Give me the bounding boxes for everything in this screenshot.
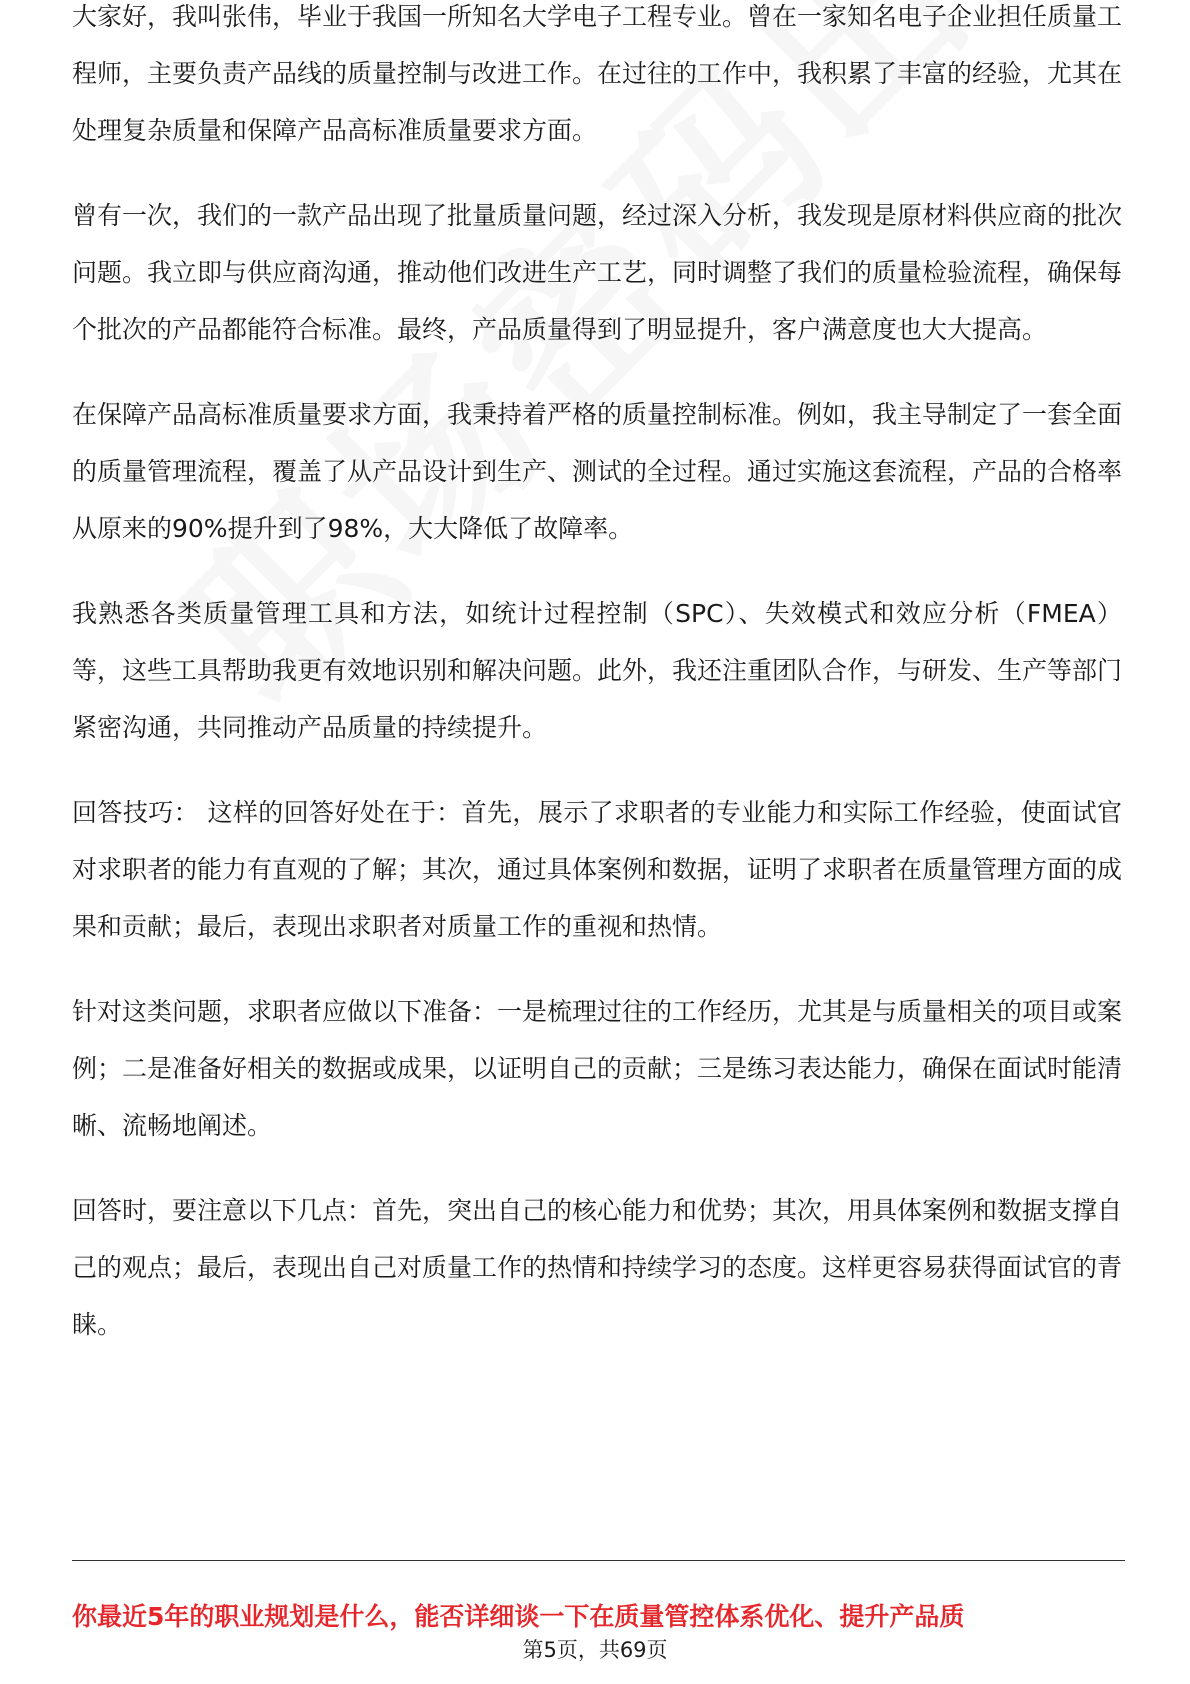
divider	[72, 1560, 1125, 1561]
paragraph-intro: 大家好，我叫张伟，毕业于我国一所知名大学电子工程专业。曾在一家知名电子企业担任质量工程师，主要负责产品线的质量控制与改进工作。在过往的工作中，我积累了丰富的经验，尤其在处理复杂质量和保障产品高标准质量要求方面。	[72, 2, 1123, 145]
next-question-heading: 你最近5年的职业规划是什么，能否详细谈一下在质量管控体系优化、提升产品质	[72, 1602, 965, 1631]
paragraph-standards: 在保障产品高标准质量要求方面，我秉持着严格的质量控制标准。例如，我主导制定了一套全面的质量管理流程，覆盖了从产品设计到生产、测试的全过程。通过实施这套流程，产品的合格率从原来的90%提升到了98%，大大降低了故障率。	[72, 400, 1123, 543]
paragraph-tools: 我熟悉各类质量管理工具和方法，如统计过程控制（SPC）、失效模式和效应分析（FMEA）等，这些工具帮助我更有效地识别和解决问题。此外，我还注重团队合作，与研发、生产等部门紧密沟通，共同推动产品质量的持续提升。	[72, 599, 1123, 742]
paragraph-preparation: 针对这类问题，求职者应做以下准备：一是梳理过往的工作经历，尤其是与质量相关的项目或案例；二是准备好相关的数据或成果，以证明自己的贡献；三是练习表达能力，确保在面试时能清晰、流畅地阐述。	[72, 997, 1123, 1140]
page-number: 第5页，共69页	[522, 1638, 668, 1662]
paragraph-notes: 回答时，要注意以下几点：首先，突出自己的核心能力和优势；其次，用具体案例和数据支撑自己的观点；最后，表现出自己对质量工作的热情和持续学习的态度。这样更容易获得面试官的青睐。	[72, 1196, 1123, 1339]
paragraph-answer-tips: 回答技巧： 这样的回答好处在于：首先，展示了求职者的专业能力和实际工作经验，使面试官对求职者的能力有直观的了解；其次，通过具体案例和数据，证明了求职者在质量管理方面的成果和贡献；最后，表现出求职者对质量工作的重视和热情。	[72, 798, 1123, 941]
document-body	[72, 2, 1123, 1381]
paragraph-case: 曾有一次，我们的一款产品出现了批量质量问题，经过深入分析，我发现是原材料供应商的批次问题。我立即与供应商沟通，推动他们改进生产工艺，同时调整了我们的质量检验流程，确保每个批次的产品都能符合标准。最终，产品质量得到了明显提升，客户满意度也大大提高。	[72, 201, 1123, 344]
